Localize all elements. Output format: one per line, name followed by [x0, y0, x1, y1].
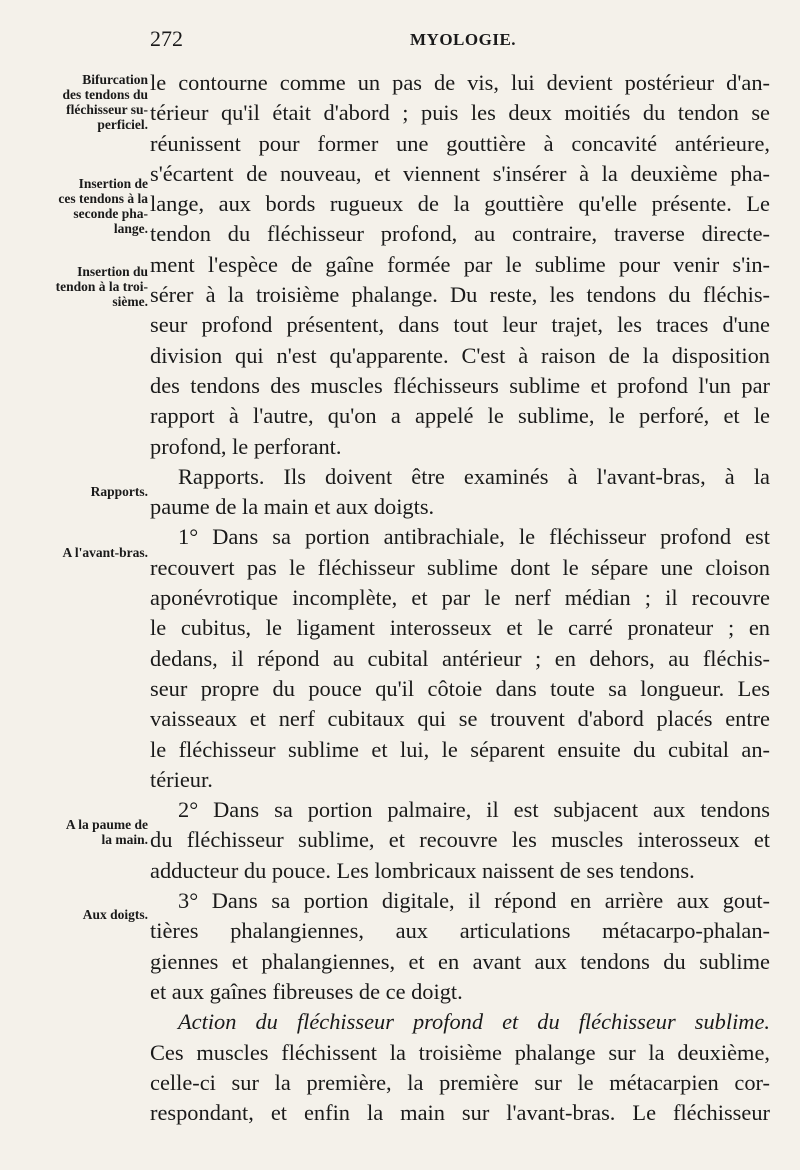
text-line: et aux gaînes fibreuses de ce doigt. [150, 978, 463, 1004]
page-header [150, 26, 770, 56]
text-line: 3° Dans sa portion digitale, il répond en arrière aux gout- [178, 888, 770, 914]
text-line: 1° Dans sa portion antibrachiale, le fléchisseur profond est [178, 524, 770, 550]
text-line: tendon du fléchisseur profond, au contraire, traverse directe- [150, 221, 770, 247]
text-line: giennes et phalangiennes, et en avant aux tendons du sublime [150, 948, 770, 974]
margin-note-rapports: Rapports. [90, 484, 148, 499]
text-line: s'écartent de nouveau, et viennent s'insérer à la deuxième pha- [150, 160, 770, 186]
margin-note-bifurcation: Bifurcation des tendons du fléchisseur su- perficiel. [62, 72, 148, 132]
text-line: Rapports. Ils doivent être examinés à l'avant-bras, à la [178, 463, 770, 489]
text-line: térieur qu'il était d'abord ; puis les deux moitiés du tendon se [150, 100, 770, 126]
section-heading-action: Action du fléchisseur profond et du fléchisseur sublime. [178, 1009, 770, 1035]
text-line: celle-ci sur la première, la première sur le métacarpien cor- [150, 1069, 770, 1095]
margin-note-paume: A la paume de la main. [65, 817, 148, 847]
text-line: le contourne comme un pas de vis, lui devient postérieur d'an- [150, 70, 770, 95]
text-line: Ces muscles fléchissent la troisième phalange sur la deuxième, [150, 1039, 770, 1065]
text-line: division qui n'est qu'apparente. C'est à raison de la disposition [150, 342, 770, 368]
text-line: vaisseaux et nerf cubitaux qui se trouvent d'abord placés entre [150, 706, 770, 732]
text-line: dedans, il répond au cubital antérieur ; en dehors, au fléchis- [150, 645, 770, 671]
running-title: MYOLOGIE. [410, 30, 517, 49]
text-line: du fléchisseur sublime, et recouvre les muscles interosseux et [150, 827, 770, 853]
page-number: 272 [150, 26, 183, 51]
text-line: respondant, et enfin la main sur l'avant-bras. Le fléchisseur [150, 1100, 770, 1126]
text-line: adducteur du pouce. Les lombricaux naissent de ses tendons. [150, 857, 695, 883]
margin-note-insertion-troisieme: Insertion du tendon à la troi- sième. [55, 264, 148, 309]
text-line: profond, le perforant. [150, 433, 342, 459]
margin-note-doigts: Aux doigts. [82, 907, 148, 922]
text-line: paume de la main et aux doigts. [150, 494, 435, 520]
margin-note-avant-bras: A l'avant-bras. [62, 545, 148, 560]
text-line: ment l'espèce de gaîne formée par le sublime pour venir s'in- [150, 251, 770, 277]
text-line: térieur. [150, 766, 213, 792]
text-line: rapport à l'autre, qu'on a appelé le sublime, le perforé, et le [150, 403, 770, 429]
text-line: recouvert pas le fléchisseur sublime dont le sépare une cloison [150, 554, 770, 580]
text-line: seur profond présentent, dans tout leur trajet, les traces d'une [150, 312, 770, 338]
text-line: lange, aux bords rugueux de la gouttière qu'elle présente. Le [150, 191, 770, 217]
text-line: le fléchisseur sublime et lui, le séparent ensuite du cubital an- [150, 736, 770, 762]
text-line: le cubitus, le ligament interosseux et le carré pronateur ; en [150, 615, 770, 641]
margin-note-insertion-seconde: Insertion de ces tendons à la seconde pha- lange. [58, 176, 148, 236]
text-line: seur propre du pouce qu'il côtoie dans toute sa longueur. Les [150, 675, 770, 701]
text-line: tières phalangiennes, aux articulations métacarpo-phalan- [150, 918, 770, 944]
body-text [150, 68, 770, 1128]
text-line: réunissent pour former une gouttière à concavité antérieure, [150, 130, 770, 156]
text-line: 2° Dans sa portion palmaire, il est subjacent aux tendons [178, 797, 770, 823]
text-line: sérer à la troisième phalange. Du reste, les tendons du fléchis- [150, 282, 770, 308]
text-line: aponévrotique incomplète, et par le nerf médian ; il recouvre [150, 585, 770, 611]
text-line: des tendons des muscles fléchisseurs sublime et profond l'un par [150, 372, 770, 398]
